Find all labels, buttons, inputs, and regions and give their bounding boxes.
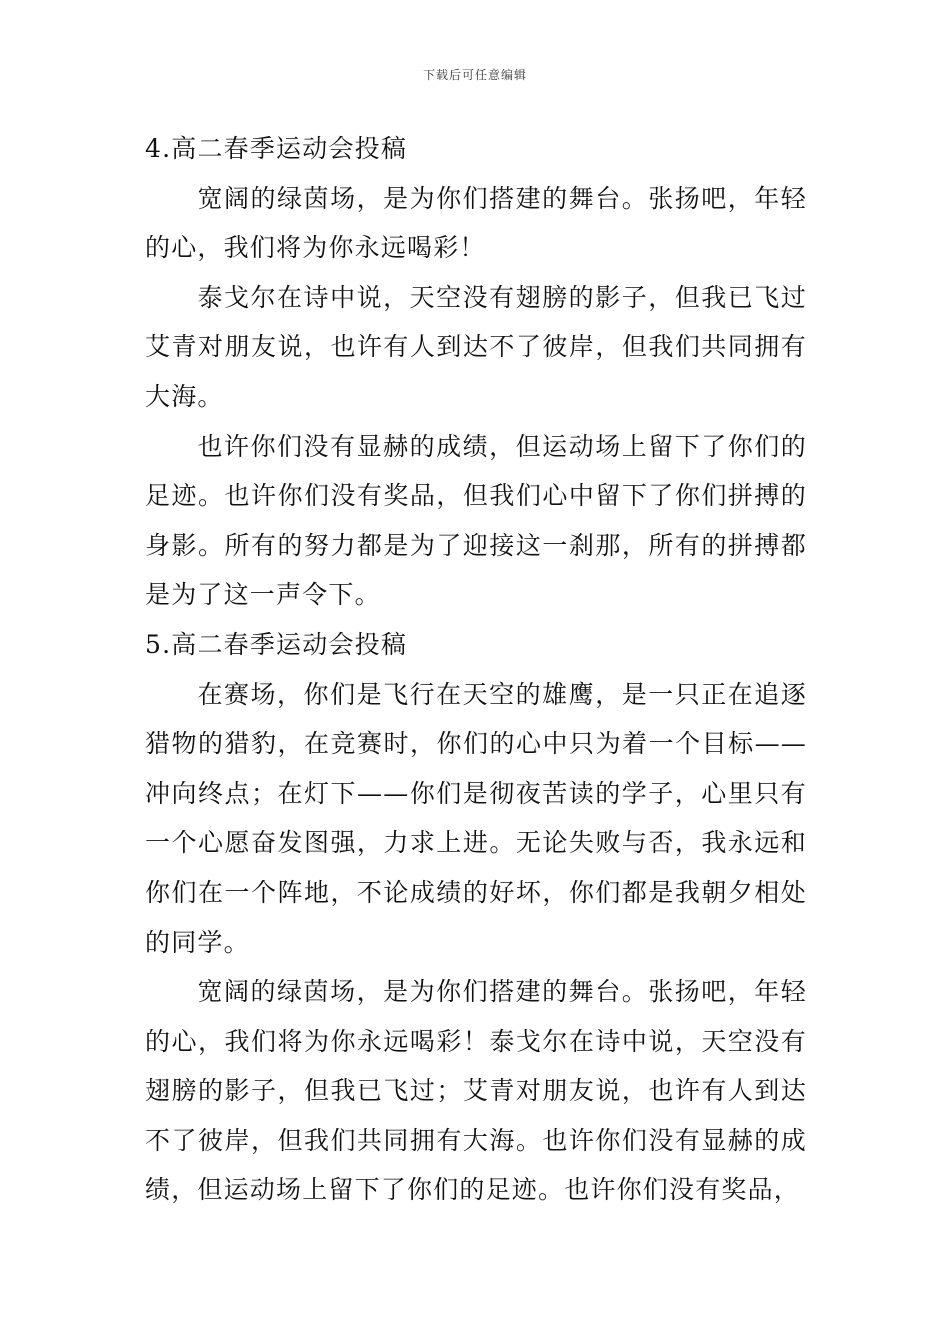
paragraph: 宽阔的绿茵场，是为你们搭建的舞台。张扬吧，年轻的心，我们将为你永远喝彩！泰戈尔在诗中说，天空没有翅膀的影子，但我已飞过；艾青对朋友说，也许有人到达不了彼岸，但我们共同拥有大海。也许你们没有显赫的成绩，但运动场上留下了你们的足迹。也许你们没有奖品，: [145, 977, 807, 1205]
section-heading: 5.高二春季运动会投稿: [145, 629, 408, 659]
paragraph: 泰戈尔在诗中说，天空没有翅膀的影子，但我已飞过艾青对朋友说，也许有人到达不了彼岸，但我们共同拥有大海。: [145, 282, 807, 411]
section-heading: 4.高二春季运动会投稿: [145, 134, 408, 163]
document-body: [145, 124, 807, 1215]
paragraph: 也许你们没有显赫的成绩，但运动场上留下了你们的足迹。也许你们没有奖品，但我们心中留下了你们拼搏的身影。所有的努力都是为了迎接这一刹那，所有的拼搏都是为了这一声令下。: [145, 431, 807, 610]
paragraph: 宽阔的绿茵场，是为你们搭建的舞台。张扬吧，年轻的心，我们将为你永远喝彩！: [145, 183, 807, 263]
header-note: 下载后可任意编辑: [422, 68, 527, 82]
paragraph: 在赛场，你们是飞行在天空的雄鹰，是一只正在追逐猎物的猎豹，在竞赛时，你们的心中只为着一个目标——冲向终点；在灯下——你们是彻夜苦读的学子，心里只有一个心愿奋发图强，力求上进。无论失败与否，我永远和你们在一个阵地，不论成绩的好坏，你们都是我朝夕相处的同学。: [145, 679, 807, 957]
